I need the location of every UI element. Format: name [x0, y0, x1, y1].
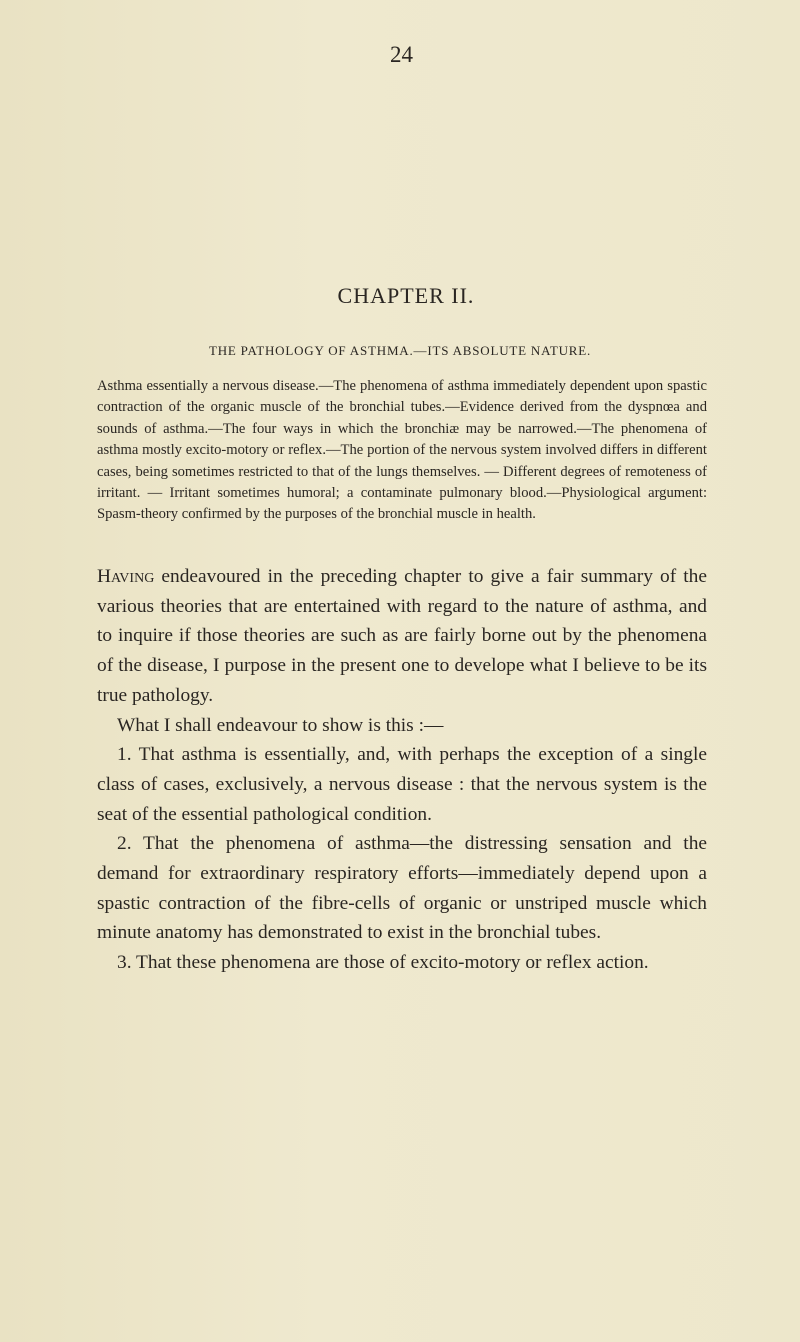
- intro-paragraph: What I shall endeavour to show is this :—: [117, 714, 444, 736]
- chapter-body: [97, 562, 707, 978]
- point-2: 2. That the phenomena of asthma—the distressing sensation and the demand for extraordinary respiratory efforts—immediately depend upon a spastic contraction of the fibre-cells of organic or unstriped muscle which minute anatomy has demonstrated to exist in the bronchial tubes.: [97, 833, 707, 944]
- opening-paragraph-text: endeavoured in the preceding chapter to give a fair summary of the various theories that are entertained with regard to the nature of asthma, and to inquire if those theories are such as are fairly borne out by the phenomena of the disease, I purpose in the present one to develope what I believe to be its true pathology.: [97, 566, 707, 706]
- point-3: 3. That these phenomena are those of excito-motory or reflex action.: [117, 952, 649, 974]
- opening-word: Having: [97, 566, 155, 587]
- page-number: 24: [390, 42, 413, 67]
- point-1: 1. That asthma is essentially, and, with perhaps the exception of a single class of cases, exclusively, a nervous disease : that the nervous system is the seat of the essential pathological condition.: [97, 744, 707, 825]
- opening-paragraph: [97, 562, 707, 711]
- chapter-synopsis: Asthma essentially a nervous disease.—The phenomena of asthma immediately dependent upon spastic contraction of the organic muscle of the bronchial tubes.—Evidence derived from the dyspnœa and sounds of asthma.—The four ways in which the bronchiæ may be narrowed.—The phenomena of asthma mostly excito-motory or reflex.—The portion of the nervous system involved differs in different cases, being sometimes restricted to that of the lungs themselves. — Different degrees of remoteness of irritant. — Irritant sometimes humoral; a contaminate pulmonary blood.—Physiological argument: Spasm-theory confirmed by the purposes of the bronchial muscle in health.: [97, 378, 707, 523]
- chapter-title: CHAPTER II.: [337, 283, 475, 308]
- chapter-subtitle: THE PATHOLOGY OF ASTHMA.—ITS ABSOLUTE NATURE.: [208, 343, 592, 358]
